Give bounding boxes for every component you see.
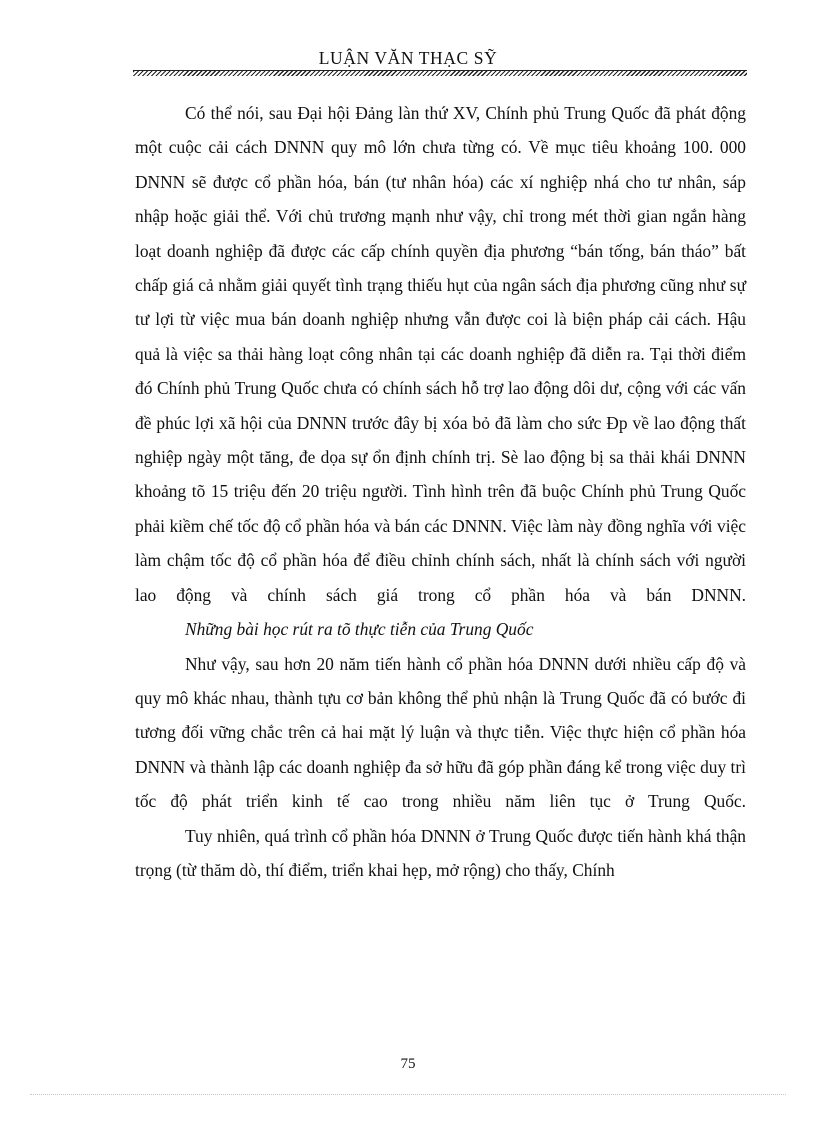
paragraph-achievements: Như vậy, sau hơn 20 năm tiến hành cổ phần hóa DNNN dưới nhiều cấp độ và quy mô khác nhau, thành tựu cơ bản không thể phủ nhận là Trung Quốc đã có bước đi tương đối vững chắc trên cả hai mặt lý luận và thực tiễn. Việc thực hiện cổ phần hóa DNNN và thành lập các doanh nghiệp đa sở hữu đã góp phần đáng kể trong việc duy trì tốc độ phát triển kinh tế cao trong nhiều năm liên tục ở Trung Quốc.: [135, 653, 746, 812]
header-decorative-rule: [133, 70, 747, 76]
paragraph-cautious-process: Tuy nhiên, quá trình cổ phần hóa DNNN ở Trung Quốc được tiến hành khá thận trọng (từ thăm dò, thí điểm, triển khai hẹp, mở rộng) cho thấy, Chính: [135, 825, 746, 880]
paragraph-reform-history: Có thể nói, sau Đại hội Đảng làn thứ XV, Chính phủ Trung Quốc đã phát động một cuộc cải cách DNNN quy mô lớn chưa từng có. Về mục tiêu khoảng 100. 000 DNNN sẽ được cổ phần hóa, bán (tư nhân hóa) các xí nghiệp nhá cho tư nhân, sáp nhập hoặc giải thể. Với chủ trương mạnh như vậy, chỉ trong mét thời gian ngắn hàng loạt doanh nghiệp đã được các cấp chính quyền địa phương “bán tống, bán tháo” bất chấp giá cả nhằm giải quyết tình trạng thiếu hụt của ngân sách địa phương cũng như sự tư lợi từ việc mua bán doanh nghiệp nhưng vẫn được coi là biện pháp cải cách. Hậu quả là việc sa thải hàng loạt công nhân tại các doanh nghiệp đã diễn ra. Tại thời điểm đó Chính phủ Trung Quốc chưa có chính sách hỗ trợ lao động dôi dư, cộng với các vấn đề phúc lợi xã hội của DNNN trước đây bị xóa bỏ đã làm cho sức Ðp về lao động thất nghiệp ngày một tăng, đe dọa sự ổn định chính trị. Sè lao động bị sa thải khái DNNN khoảng tõ 15 triệu đến 20 triệu người. Tình hình trên đã buộc Chính phủ Trung Quốc phải kiềm chế tốc độ cổ phần hóa và bán các DNNN. Việc làm này đồng nghĩa với việc làm chậm tốc độ cổ phần hóa để điều chỉnh chính sách, nhất là chính sách với người lao động và chính sách giá trong cổ phần hóa và bán DNNN.: [135, 103, 746, 605]
document-body: [135, 96, 746, 887]
header-title: LUẬN VĂN THẠC SỸ: [318, 48, 498, 68]
section-heading-lessons: Những bài học rút ra tõ thực tiễn của Trung Quốc: [185, 619, 534, 640]
page-number: 75: [400, 1056, 416, 1072]
footer-dotted-rule: [30, 1094, 786, 1095]
